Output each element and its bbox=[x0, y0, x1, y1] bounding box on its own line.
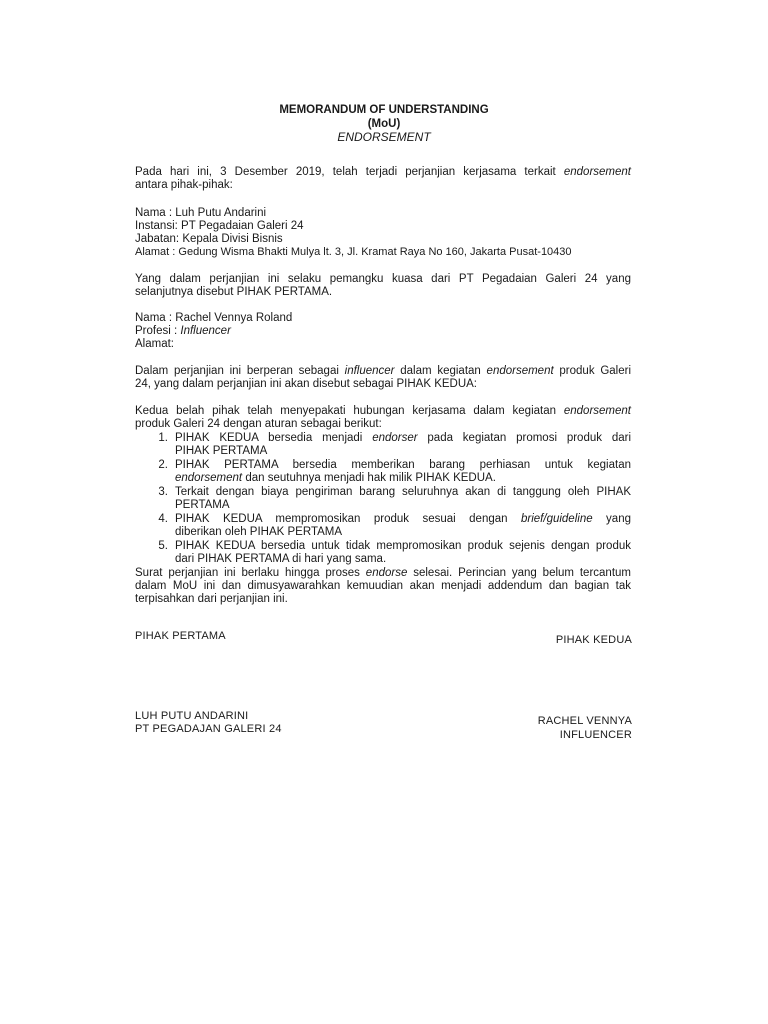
document-title: MEMORANDUM OF UNDERSTANDING bbox=[279, 104, 489, 116]
party1-nama: Nama : Luh Putu Andarini bbox=[135, 207, 267, 219]
signature-org-first-party: PT PEGADAJAN GALERI 24 bbox=[135, 723, 282, 735]
list-item-number: 5. bbox=[158, 540, 168, 552]
closing-line-3: terpisahkan dari perjanjian ini. bbox=[135, 593, 288, 605]
list-item-2-line-1: PIHAK PERTAMA bersedia memberikan barang perhiasan untuk kegiatan bbox=[175, 459, 631, 471]
party1-jabatan: Jabatan: Kepala Divisi Bisnis bbox=[135, 233, 283, 245]
document-subtitle: (MoU) bbox=[367, 118, 401, 130]
party1-desc-line-2: selanjutnya disebut PIHAK PERTAMA. bbox=[135, 286, 333, 298]
list-item-4-line-1: PIHAK KEDUA mempromosikan produk sesuai dengan brief/guideline yang bbox=[175, 513, 631, 525]
list-item-1-line-2: PIHAK PERTAMA bbox=[175, 445, 268, 457]
list-item-number: 1. bbox=[158, 432, 168, 444]
party2-desc-line-1: Dalam perjanjian ini berperan sebagai influencer dalam kegiatan endorsement produk Galeri bbox=[135, 365, 631, 377]
list-item-3-line-2: PERTAMA bbox=[175, 499, 230, 511]
opening-line-1: Pada hari ini, 3 Desember 2019, telah terjadi perjanjian kerjasama terkait endorsement bbox=[135, 166, 631, 178]
party1-desc-line-1: Yang dalam perjanjian ini selaku pemangku kuasa dari PT Pegadaian Galeri 24 yang bbox=[135, 273, 631, 285]
list-item-number: 2. bbox=[158, 459, 168, 471]
document-type: ENDORSEMENT bbox=[337, 130, 431, 144]
opening-line-2: antara pihak-pihak: bbox=[135, 179, 233, 191]
list-item-3-line-1: Terkait dengan biaya pengiriman barang seluruhnya akan di tanggung oleh PIHAK bbox=[175, 486, 631, 498]
party1-alamat: Alamat : Gedung Wisma Bhakti Mulya lt. 3, Jl. Kramat Raya No 160, Jakarta Pusat-10430 bbox=[135, 246, 572, 258]
list-item-4-line-2: diberikan oleh PIHAK PERTAMA bbox=[175, 526, 343, 538]
agreement-line-1: Kedua belah pihak telah menyepakati hubungan kerjasama dalam kegiatan endorsement bbox=[135, 405, 631, 417]
list-item-5-line-2: dari PIHAK PERTAMA di hari yang sama. bbox=[175, 553, 387, 565]
signature-role-second-party: INFLUENCER bbox=[559, 729, 632, 741]
closing-line-1: Surat perjanjian ini berlaku hingga proses endorse selesai. Perincian yang belum tercantum bbox=[135, 567, 631, 579]
list-item-1-line-1: PIHAK KEDUA bersedia menjadi endorser pada kegiatan promosi produk dari bbox=[175, 432, 631, 444]
party2-desc-line-2: 24, yang dalam perjanjian ini akan disebut sebagai PIHAK KEDUA: bbox=[135, 378, 478, 390]
signature-label-first-party: PIHAK PERTAMA bbox=[135, 630, 226, 642]
party1-instansi: Instansi: PT Pegadaian Galeri 24 bbox=[135, 220, 304, 232]
signature-name-first-party: LUH PUTU ANDARINI bbox=[135, 710, 249, 722]
party2-profesi: Profesi : Influencer bbox=[135, 325, 231, 337]
list-item-number: 3. bbox=[158, 486, 168, 498]
party2-alamat: Alamat: bbox=[135, 338, 174, 350]
list-item-5-line-1: PIHAK KEDUA bersedia untuk tidak mempromosikan produk sejenis dengan produk bbox=[175, 540, 631, 552]
list-item-number: 4. bbox=[158, 513, 168, 525]
agreement-line-2: produk Galeri 24 dengan aturan sebagai berikut: bbox=[135, 418, 382, 430]
signature-label-second-party: PIHAK KEDUA bbox=[555, 634, 632, 646]
list-item-2-line-2: endorsement dan seutuhnya menjadi hak milik PIHAK KEDUA. bbox=[175, 472, 496, 484]
closing-line-2: dalam MoU ini dan dimusyawarahkan kemuudian akan menjadi addendum dan bagian tak bbox=[135, 580, 631, 592]
signature-name-second-party: RACHEL VENNYA bbox=[537, 715, 632, 727]
party2-nama: Nama : Rachel Vennya Roland bbox=[135, 312, 293, 324]
